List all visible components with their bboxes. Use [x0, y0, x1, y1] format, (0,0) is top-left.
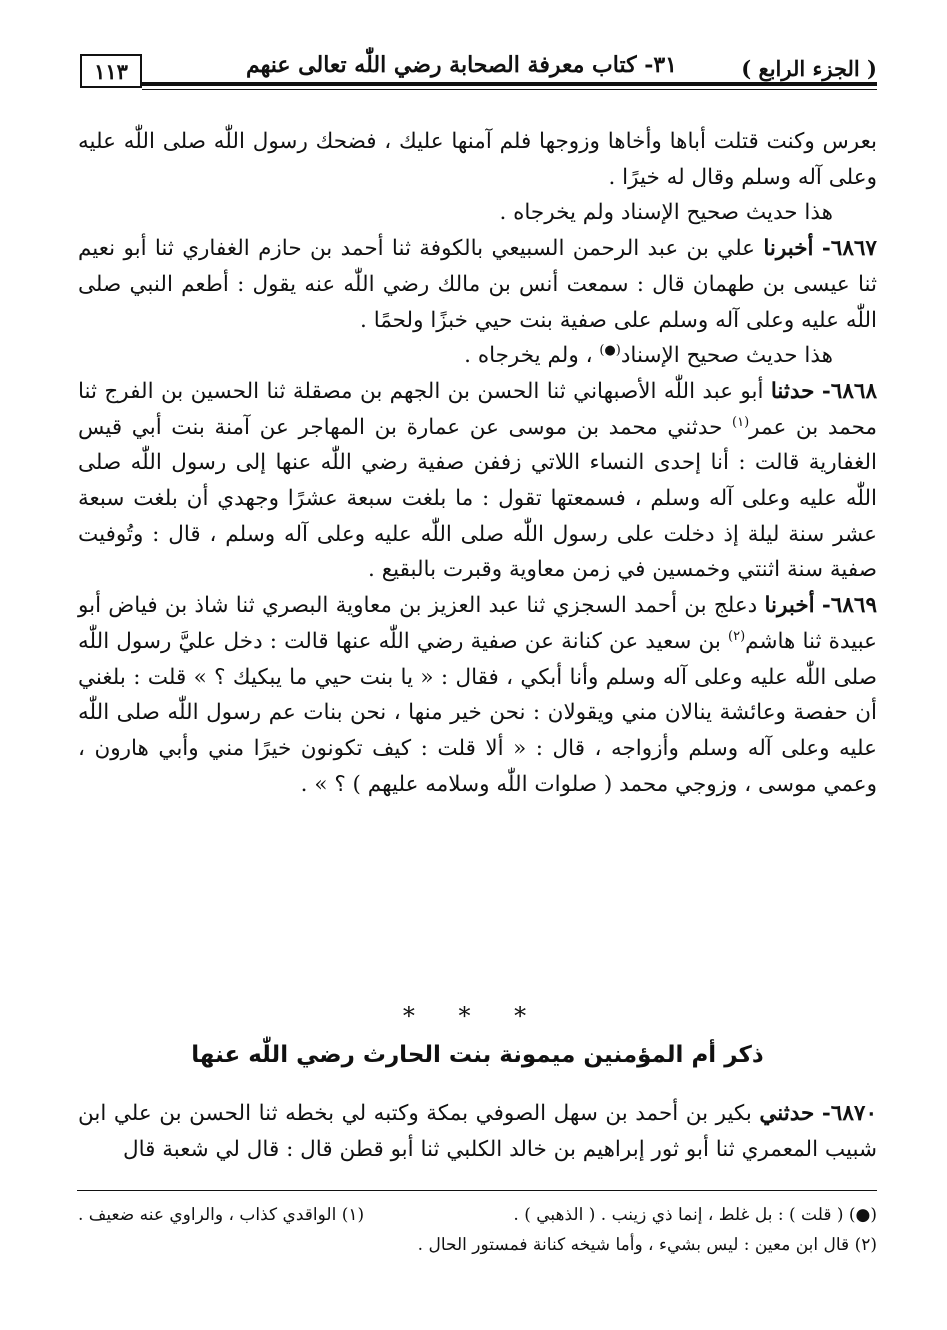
- hadith-6868: [78, 374, 877, 588]
- text-line: صلى اللّٰه عليه وعلى آله وسلم على صفية بنت حيي خبزًا ولحمًا .: [78, 271, 877, 333]
- footnote-marker: (٢): [728, 628, 746, 644]
- text-line: ابن شبيب المعمري ثنا أبو ثور إبراهيم بن خالد الكلبي ثنا أبو قطن قال : قال لي شعبة قال: [78, 1101, 877, 1162]
- text-line: رسول اللّٰه صلى اللّٰه عليه وعلى آله وسلم وأزواجه ، قال : « ألا قلت : كيف تكونون خيرًا: [78, 700, 877, 761]
- text-line: أبو نعيم ثنا عيسى بن طهمان قال : سمعت أنس بن مالك رضي اللّٰه عنه يقول : أطعم النبي: [78, 236, 877, 297]
- footnote-marker: (●): [599, 343, 621, 359]
- header-rule-thin: [142, 89, 877, 90]
- text-line: قلت : بلغني أن حفصة وعائشة ينالان مني ويقولان : نحن خير منها ، نحن بنات عم: [78, 664, 877, 726]
- header-rule-thick: [142, 82, 877, 86]
- footnote-bullet: (●) ( قلت ) : بل غلط ، إنما ذي زينب . ( الذهبي ) .: [513, 1205, 877, 1225]
- text-line: عليه وعلى آله وسلم ، فسمعتها تقول : ما بلغت سبعة عشرًا وجهدي أن بلغت سبعة عشر: [78, 486, 877, 547]
- text-line: مني وأبي هارون ، وعمي موسى ، وزوجي محمد ( صلوات اللّٰه وسلامه عليهم ) ؟ » .: [78, 735, 877, 797]
- book-title: ٣١- كتاب معرفة الصحابة رضي اللّٰه تعالى عنهم: [245, 52, 677, 78]
- text-line: سنة ليلة إذ دخلت على رسول اللّٰه صلى اللّٰه عليه وعلى آله وسلم ، قال : وتُوفيت صفية: [78, 521, 877, 583]
- text-line: عليه وعلى آله وسلم وقال له خيرًا .: [78, 129, 877, 190]
- hadith-lead-word: حدثني: [759, 1101, 815, 1126]
- hadith-number: ٦٨٦٧-: [821, 236, 877, 262]
- text-line: هذا حديث صحيح الإسناد ولم يخرجاه .: [499, 200, 833, 226]
- text-line: عليَّ رسول اللّٰه صلى اللّٰه عليه وعلى آله وسلم وأنا أبكي ، فقال : « يا بنت حيي ما يبكيك ؟ »: [78, 628, 877, 690]
- text-line: أبو عبد اللّٰه الأصبهاني ثنا الحسن بن الجهم بن مصقلة ثنا الحسين بن الفرج: [104, 378, 764, 404]
- text-line: فياض أبو عبيدة ثنا هاشم: [78, 593, 877, 654]
- text-line: بعرس وكنت قتلت أباها وأخاها وزوجها فلم آمنها عليك ، فضحك رسول اللّٰه صلى اللّٰه: [123, 129, 877, 154]
- hadith-lead-word: حدثنا: [770, 378, 815, 404]
- footnote-row: [78, 1200, 877, 1230]
- text-line: سنة اثنتي وخمسين في زمن معاوية وقبرت بالبقيع .: [368, 557, 823, 583]
- text-line: بن سعيد عن كنانة عن صفية رضي اللّٰه عنها قالت : دخل: [223, 628, 721, 654]
- page-number: ١١٣: [80, 54, 142, 88]
- hadith-6869: [78, 588, 877, 802]
- footnotes: [78, 1200, 877, 1260]
- text-line: حدثني محمد بن موسى عن عمارة بن المهاجر عن آمنة بنت أبي قيس: [78, 414, 723, 440]
- hadith-lead-word: أخبرنا: [763, 236, 814, 262]
- footnote-1: (١) الواقدي كذاب ، والراوي عنه ضعيف .: [78, 1205, 365, 1225]
- text-line: هذا حديث صحيح الإسناد: [620, 343, 833, 369]
- footnote-rule: [77, 1190, 877, 1191]
- page-header: [80, 46, 877, 102]
- hadith-number: ٦٨٧٠-: [821, 1101, 877, 1126]
- footnote-marker: (١): [732, 414, 750, 430]
- text-line: ثنا محمد بن عمر: [78, 378, 877, 440]
- text-line: الغفارية قالت : أنا إحدى النساء اللاتي زففن صفية رضي اللّٰه عنها إلى رسول اللّٰه صلى اللّٰه: [78, 450, 877, 512]
- section-separator: * * *: [402, 1002, 545, 1030]
- main-text: [78, 124, 877, 802]
- grading-note: [78, 195, 877, 231]
- text-line: دعلج بن أحمد السجزي ثنا عبد العزيز بن معاوية البصري ثنا شاذ بن: [164, 593, 758, 619]
- hadith-lead-word: أخبرنا: [764, 593, 815, 619]
- hadith-6867: [78, 231, 877, 338]
- hadith-6870: [78, 1096, 877, 1167]
- paragraph-continuation: [78, 124, 877, 195]
- hadith-number: ٦٨٦٩-: [821, 593, 877, 619]
- hadith-number: ٦٨٦٨-: [821, 378, 877, 404]
- section-heading: ذكر أم المؤمنين ميمونة بنت الحارث رضي اللّٰه عنها: [191, 1042, 764, 1068]
- text-line: ، ولم يخرجاه .: [464, 343, 593, 369]
- volume-label: ( الجزء الرابع ): [741, 56, 877, 81]
- grading-note: [78, 338, 877, 374]
- main-text-continued: [78, 1096, 877, 1167]
- text-line: علي بن عبد الرحمن السبيعي بالكوفة ثنا أحمد بن حازم الغفاري ثنا: [154, 236, 756, 262]
- footnote-2: (٢) قال ابن معين : ليس بشيء ، وأما شيخه كنانة فمستور الحال .: [417, 1235, 877, 1255]
- text-line: بكير بن أحمد بن سهل الصوفي بمكة وكتبه لي بخطه ثنا الحسن بن علي: [113, 1101, 752, 1126]
